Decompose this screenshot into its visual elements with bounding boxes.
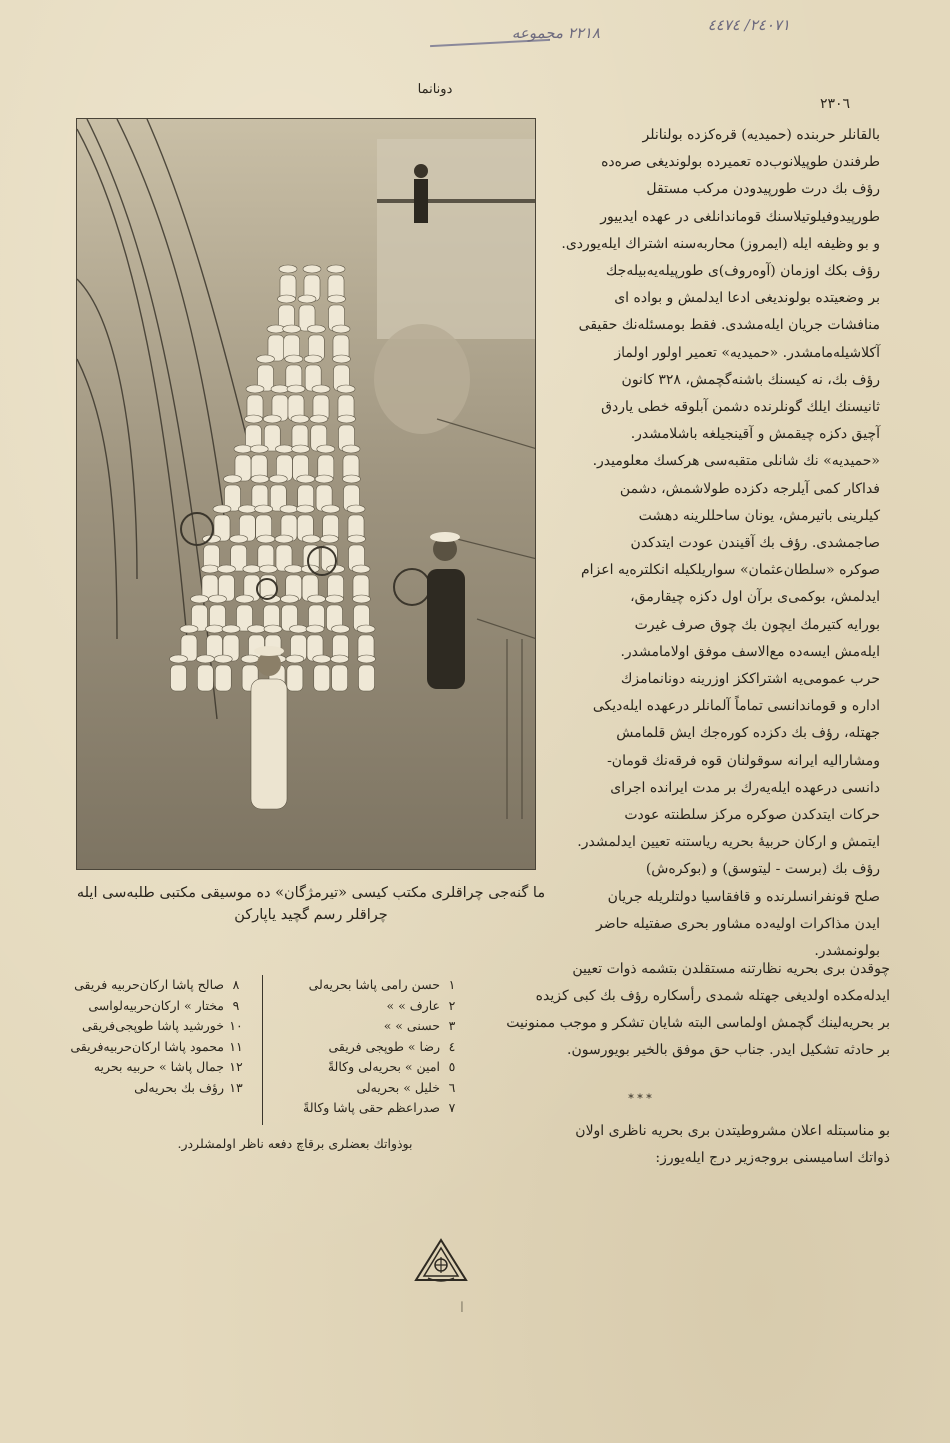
column-line: حرب عمومی‌یه اشتراككز اوزرینه دونانمامزك	[620, 671, 880, 688]
list-item	[268, 1098, 464, 1119]
column-line: کیلرینی باتیرمش، یونان ساحللرینه دهشت	[638, 507, 880, 524]
column-line: رؤف بك، نه کیسنك باشنه‌گچمش، ٣٢٨ كانون	[621, 371, 880, 388]
column-line: رؤف بكك اوزمان (آوه‌روف)ی طورپیله‌یه‌بیله‌جك	[605, 263, 880, 280]
handwritten-note: ٢٤٠٧١/ ٤٤٧٤	[707, 16, 790, 34]
item-name: رؤف بك بحریه‌لی	[134, 1079, 224, 1095]
ship-deck-photograph	[76, 118, 536, 870]
item-name: مختار » ارکان‌حربیه‌لواسی	[88, 997, 224, 1013]
column-line: ثانیسنك ایلك گونلرنده دشمن آبلوقه خطی یاردق	[601, 399, 880, 416]
item-name: خورشید پاشا طوپجی‌فریقی	[81, 1018, 224, 1033]
column-line: ومشارالیه ایرانه سوقولنان قوه فرقه‌نك قومان-	[607, 752, 880, 769]
list-item	[78, 996, 248, 1017]
ministers-list-left	[70, 975, 248, 1098]
item-name: رضا » طوپجی فریقی	[328, 1038, 440, 1054]
list-item	[268, 996, 464, 1017]
column-line: ایتمش و ارکان حربیهٔ بحریه ریاستنه تعیین ایدلمشدر.	[577, 834, 880, 851]
item-number: ١٢	[229, 1059, 243, 1074]
list-item	[70, 1037, 248, 1058]
item-name: خلیل » بحریه‌لی	[356, 1079, 440, 1095]
item-number: ٣	[448, 1018, 456, 1033]
list-item	[268, 1016, 464, 1037]
column-line: رؤف بك (برست - لیتوسق) و (بوکره‌ش)	[645, 861, 880, 878]
ministers-list-right	[268, 975, 464, 1119]
section-separator: * * *	[628, 1092, 652, 1105]
handwritten-ref: ٢٢١٨ مجموعه	[511, 24, 600, 42]
item-name: حسنی » »	[383, 1018, 440, 1033]
item-number: ٢	[448, 997, 456, 1013]
list-item	[78, 1057, 248, 1078]
item-number: ٤	[448, 1038, 456, 1054]
item-number: ٦	[448, 1079, 456, 1095]
column-line: بولونمشدر.	[814, 943, 880, 960]
column-line: صاجمشدی. رؤف بك آقیندن عودت ایتدکدن	[630, 535, 880, 552]
paragraph-line: بر حادثه تشکیل ایدر. جناب حق موفق بالخیر بویورسون.	[567, 1042, 890, 1058]
caption-line-1: ما گنه‌جی چراقلری مکتب کیسی «تیرمژگان» ده موسیقی مکتبی طلبه‌سی ایله	[76, 885, 546, 901]
paragraph-line: چوقدن بری بحریه نظارتنه مستقلدن بتشمه ذوات تعیین	[572, 961, 890, 977]
item-number: ١١	[229, 1038, 243, 1054]
item-number: ١	[448, 977, 456, 992]
paragraph-line: ایدله‌مکده اولدیغی جهتله شمدی رأسکاره رؤف بك کبی کزیده	[535, 988, 890, 1004]
item-name: صالح پاشا ارکان‌حربیه فریقی	[74, 977, 224, 992]
page-number: ٢٣٠٦	[819, 96, 851, 112]
list-item	[268, 1057, 464, 1078]
caption-line-2: چراقلر رسم گچید یاپارکن	[234, 907, 388, 923]
column-line: منافشات جریان ایله‌مشدی. فقط بومسئله‌نك حقیقی	[578, 317, 880, 334]
column-line: ایدلمش، بوکمی‌ی برآن اول دکزه چیقارمق،	[630, 589, 880, 606]
list-divider	[262, 975, 263, 1125]
item-name: حسن رامی پاشا بحریه‌لی	[308, 977, 440, 992]
list-item	[78, 1078, 248, 1099]
list-footer-note: بوذواتك بعضلری برقاچ دفعه ناظر اولمشلردر.	[177, 1136, 413, 1151]
running-head: دونانما	[417, 82, 453, 97]
item-number: ٩	[232, 997, 240, 1013]
ornament-emblem-icon	[414, 1238, 468, 1288]
paragraph-line: ذواتك اسامیسنی بروجه‌زیر درج ایله‌یورز:	[655, 1150, 890, 1166]
column-line: صلح قونفرانسلرنده و قافقاسیا دولتلریله جریان	[607, 888, 880, 905]
article-paragraph-1	[458, 956, 890, 1064]
list-item	[78, 1016, 248, 1037]
column-line: فداکار کمی آیلرجه دکزده طولاشمش، دشمن	[619, 480, 880, 497]
article-column	[540, 122, 880, 965]
column-line: صوکره «سلطان‌عثمان» سواریلکیله انكلتره‌یه اعزام	[581, 562, 880, 579]
handwritten-annotation	[430, 14, 790, 54]
bottom-mark: ا	[460, 1300, 464, 1316]
list-item	[74, 975, 248, 996]
column-line: آكلاشیله‌مامشدر. «حمیدیه» تعمیر اولور اولماز	[614, 344, 880, 361]
column-line: «حمیدیه» نك شانلی متقبه‌سی هرکسك معلومیدر.	[592, 453, 880, 470]
article-paragraph-2	[458, 1118, 890, 1172]
item-number: ٧	[448, 1100, 456, 1115]
list-item	[268, 975, 464, 996]
item-number: ١٠	[229, 1018, 243, 1033]
column-line: بالقانلر حربنده (حمیدیه) قره‌کزده بولنانلر	[642, 127, 880, 143]
column-line: حرکات ایتدکدن صوکره مرکز سلطنته عودت	[624, 807, 880, 824]
photo-illustration	[77, 119, 536, 870]
item-number: ١٣	[229, 1079, 243, 1095]
photo-caption	[76, 882, 546, 926]
column-line: اداره و قوماندانسی تماماً آلمانلر درعهده ایله‌دیکی	[592, 698, 880, 715]
list-item	[268, 1037, 464, 1058]
column-line: ایدن مذاکرات اولیه‌ده مشاور بحری صفتیله حاضر	[595, 915, 880, 932]
column-line: آچیق دکزه چیقمش و آقینجیلغه باشلامشدر.	[630, 426, 880, 443]
item-name: صدراعظم حقی پاشا وكالةً	[303, 1100, 440, 1115]
column-line: بر وضعیتده بولوندیغی ادعا ایدلمش و بواده ای	[614, 290, 880, 307]
list-item	[268, 1078, 464, 1099]
column-line: بورایه کتیرمك ایچون بك چوق صرف غیرت	[634, 616, 880, 633]
item-name: امین » بحریه‌لی وكالةً	[327, 1059, 440, 1074]
column-line: جهتله، رؤف بك دکزده کوره‌جك ایش قلمامش	[616, 725, 880, 742]
column-line: طورپیدوفیلوتیلاسنك قوماندانلغی در عهده ایدییور	[600, 208, 880, 225]
item-name: عارف » »	[386, 997, 440, 1013]
item-number: ٨	[232, 977, 240, 992]
column-line: ایله‌مش ایسه‌ده مع‌الاسف موفق اولامامشدر.	[620, 643, 880, 660]
paragraph-line: بر بحریه‌لینك گچمش اولماسی البته شایان تشکر و موجب ممنونیت	[506, 1015, 890, 1031]
item-number: ٥	[448, 1059, 456, 1074]
column-line: دانسی درعهده ایله‌یه‌رك بر مدت ایرانده اجرای	[610, 779, 880, 796]
item-name: محمود پاشا ارکان‌حربیه‌فریقی	[70, 1038, 224, 1054]
paragraph-line: بو مناسبتله اعلان مشروطیتدن بری بحریه ناظری اولان	[575, 1123, 890, 1139]
item-name: جمال پاشا » حربیه‌ بحریه	[93, 1059, 224, 1074]
column-line: رؤف بك درت طورپیدودن مرکب مستقل	[646, 181, 880, 198]
column-line: و بو وظیفه ایله (ایمروز) محاربه‌سنه اشتراك ایله‌یوردی.	[561, 235, 880, 252]
column-line: طرفندن طوپیلانوب‌ده تعمیرده بولوندیغی صره‌ده	[601, 154, 880, 171]
